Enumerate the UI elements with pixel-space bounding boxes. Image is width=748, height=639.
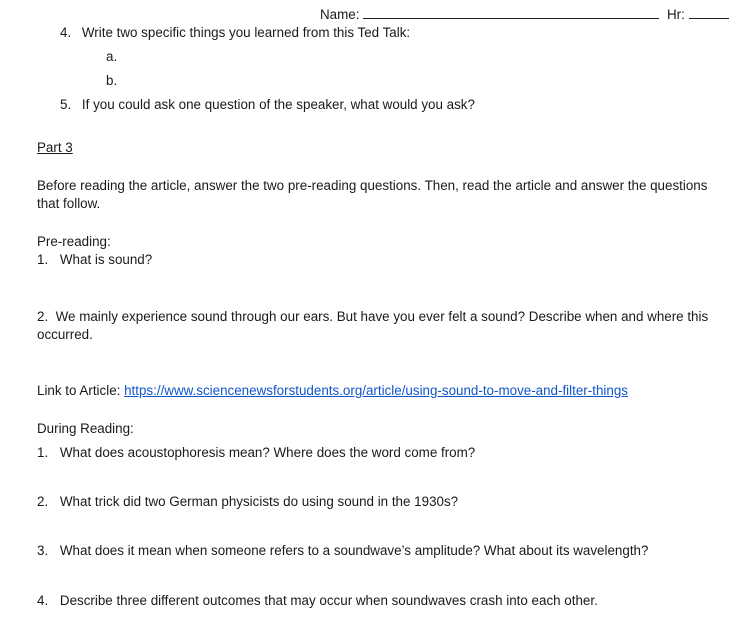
question-number: 3. [37, 543, 49, 558]
pre-reading-label: Pre-reading: [37, 234, 111, 249]
article-link-row [37, 383, 628, 399]
name-blank-line[interactable] [363, 5, 659, 19]
pre-reading-question-1 [37, 252, 152, 268]
question-text: What trick did two German physicists do using sound in the 1930s? [59, 494, 459, 509]
question-text: Write two specific things you learned from this Ted Talk: [81, 25, 411, 40]
question-text: What is sound? [59, 252, 153, 267]
question-4 [60, 25, 410, 41]
question-number: 2. [37, 494, 49, 509]
article-link[interactable]: https://www.sciencenewsforstudents.org/article/using-sound-to-move-and-filter-things [124, 383, 628, 398]
question-number: 2. [37, 309, 49, 324]
during-reading-label: During Reading: [37, 421, 134, 436]
answer-b-label: b. [106, 73, 118, 88]
hour-blank-line[interactable] [689, 5, 729, 19]
question-number: 1. [37, 252, 49, 267]
name-field[interactable] [320, 5, 659, 23]
answer-a-label: a. [106, 49, 118, 64]
question-number: 5. [60, 97, 72, 112]
part-3-heading: Part 3 [37, 140, 73, 155]
question-text: Describe three different outcomes that may occur when soundwaves crash into each other. [59, 593, 598, 608]
hour-field[interactable] [667, 5, 729, 23]
question-text: If you could ask one question of the speaker, what would you ask? [81, 97, 475, 112]
question-number: 1. [37, 445, 49, 460]
during-reading-question-1 [37, 445, 475, 461]
pre-reading-question-2 [37, 308, 737, 344]
question-5 [60, 97, 475, 113]
question-number: 4. [37, 593, 49, 608]
during-reading-question-3 [37, 543, 648, 559]
hour-label: Hr: [667, 7, 685, 22]
question-text: What does acoustophoresis mean? Where does the word come from? [59, 445, 476, 460]
part-3-instructions: Before reading the article, answer the two pre-reading questions. Then, read the article and answer the questions that follow. [37, 178, 708, 211]
question-text: We mainly experience sound through our ears. But have you ever felt a sound? Describe when and where this occurred. [37, 309, 709, 342]
during-reading-question-4 [37, 593, 598, 609]
during-reading-question-2 [37, 494, 458, 510]
question-number: 4. [60, 25, 72, 40]
name-label: Name: [320, 7, 360, 22]
question-text: What does it mean when someone refers to a soundwave’s amplitude? What about its wavelength? [59, 543, 649, 558]
article-link-label: Link to Article: [37, 383, 121, 398]
